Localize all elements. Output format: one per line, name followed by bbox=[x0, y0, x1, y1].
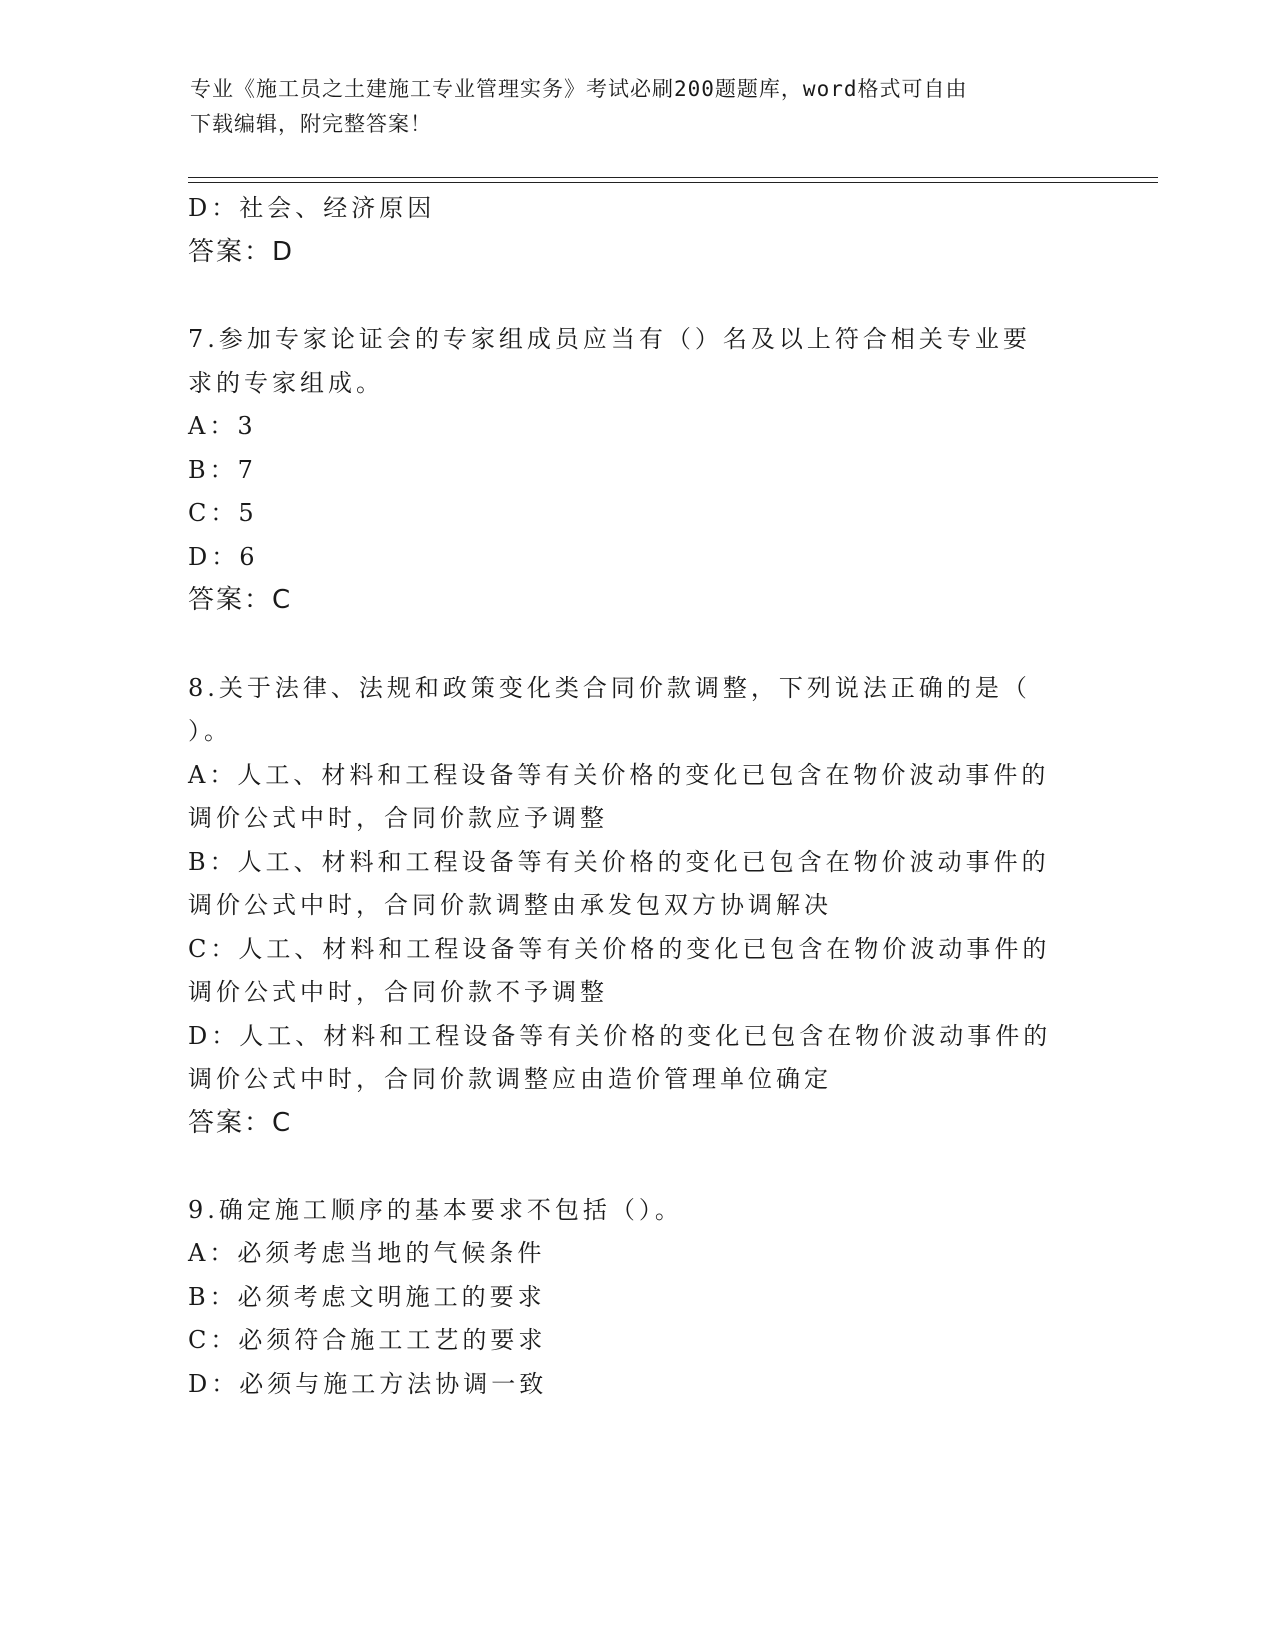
q8-option-a-line-2: 调价公式中时，合同价款应予调整 bbox=[188, 804, 608, 832]
q9-stem: 9.确定施工顺序的基本要求不包括（）。 bbox=[188, 1196, 683, 1224]
q7-stem-line-1: 7.参加专家论证会的专家组成员应当有（）名及以上符合相关专业要 bbox=[188, 325, 1031, 353]
q8-stem-line-2: ）。 bbox=[188, 717, 232, 745]
q9-option-d: D：必须与施工方法协调一致 bbox=[188, 1370, 548, 1398]
q7-stem-line-2: 求的专家组成。 bbox=[188, 369, 384, 397]
q8-option-c-line-2: 调价公式中时，合同价款不予调整 bbox=[188, 978, 608, 1006]
q8-stem-line-1: 8.关于法律、法规和政策变化类合同价款调整，下列说法正确的是（ bbox=[188, 674, 1031, 702]
q8-option-a-line-1: A：人工、材料和工程设备等有关价格的变化已包含在物价波动事件的 bbox=[188, 761, 1050, 789]
q8-option-c-line-1: C：人工、材料和工程设备等有关价格的变化已包含在物价波动事件的 bbox=[188, 935, 1051, 963]
q9-option-a: A：必须考虑当地的气候条件 bbox=[188, 1239, 546, 1267]
q7-option-d: D：6 bbox=[188, 543, 259, 571]
q7-option-b: B：7 bbox=[188, 456, 257, 484]
q8-option-d-line-2: 调价公式中时，合同价款调整应由造价管理单位确定 bbox=[188, 1065, 832, 1093]
prev-answer: 答案：D bbox=[188, 237, 295, 267]
header-divider-bottom bbox=[188, 182, 1158, 183]
q7-option-a: A：3 bbox=[188, 412, 257, 440]
prev-option-d: D：社会、经济原因 bbox=[188, 194, 436, 222]
header-line-1: 专业《施工员之土建施工专业管理实务》考试必刷200题题库，word格式可自由 bbox=[190, 77, 968, 101]
header-divider-top bbox=[188, 177, 1158, 178]
q8-option-b-line-2: 调价公式中时，合同价款调整由承发包双方协调解决 bbox=[188, 891, 832, 919]
q7-option-c: C：5 bbox=[188, 499, 258, 527]
q9-option-b: B：必须考虑文明施工的要求 bbox=[188, 1283, 546, 1311]
q8-answer: 答案：C bbox=[188, 1108, 293, 1138]
q8-option-d-line-1: D：人工、材料和工程设备等有关价格的变化已包含在物价波动事件的 bbox=[188, 1022, 1052, 1050]
document-header bbox=[190, 72, 1090, 142]
q7-answer: 答案：C bbox=[188, 585, 293, 615]
q9-option-c: C：必须符合施工工艺的要求 bbox=[188, 1326, 547, 1354]
q8-option-b-line-1: B：人工、材料和工程设备等有关价格的变化已包含在物价波动事件的 bbox=[188, 848, 1050, 876]
header-line-2: 下载编辑，附完整答案！ bbox=[190, 112, 432, 136]
